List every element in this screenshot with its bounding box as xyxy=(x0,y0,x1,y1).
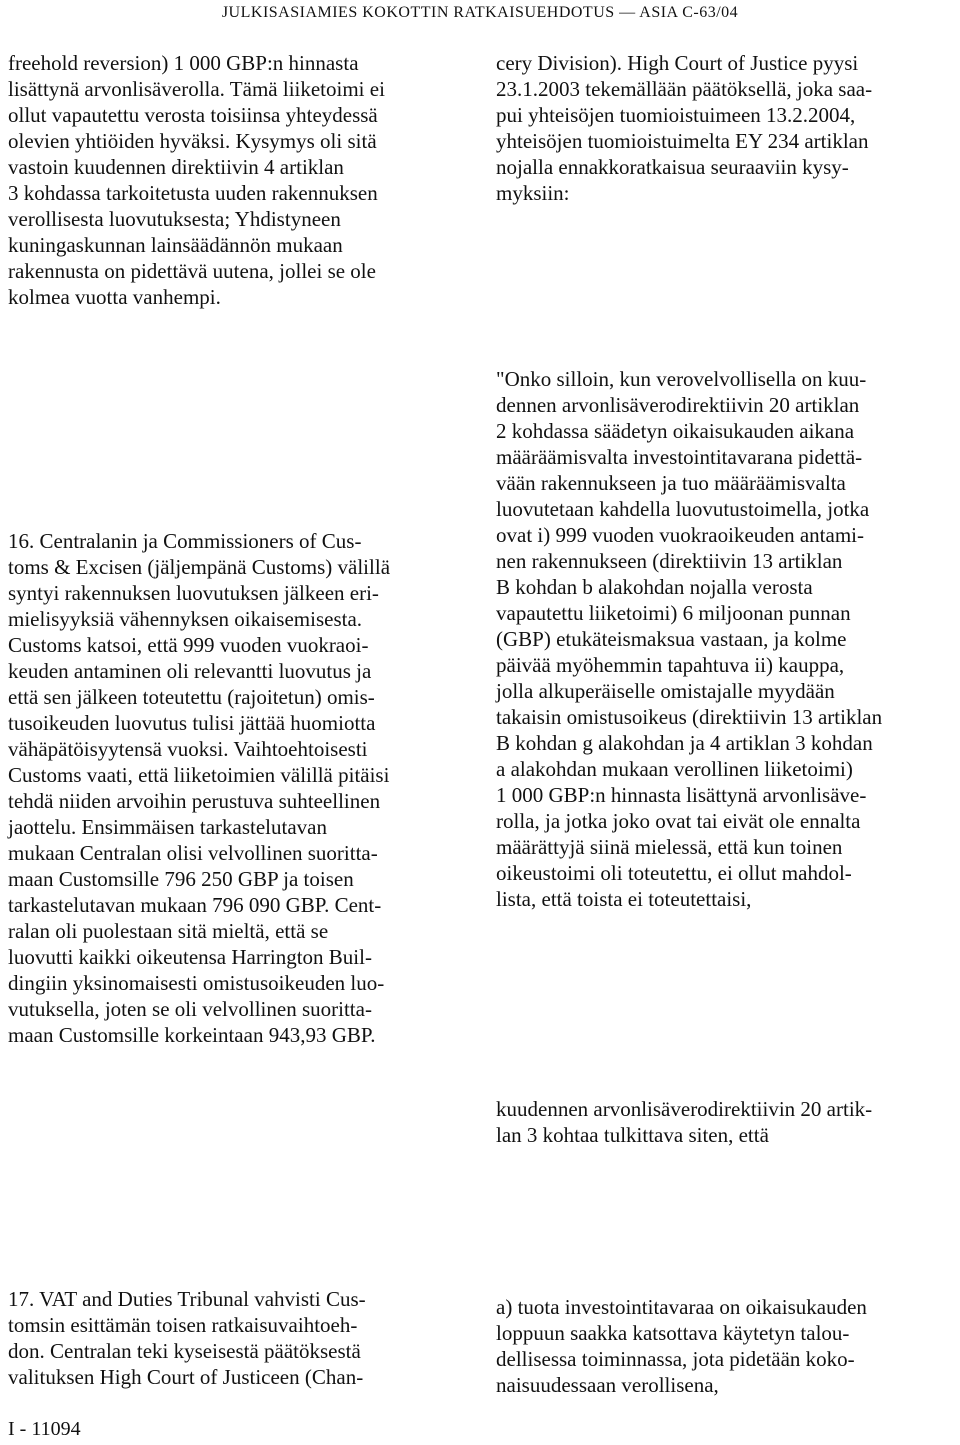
text-line: syntyi rakennuksen luovutuksen jälkeen eri- xyxy=(8,581,379,605)
text-line: cery Division). High Court of Justice pyysi xyxy=(496,51,859,75)
text-line: a alakohdan mukaan verollinen liiketoimi) xyxy=(496,757,853,781)
text-line: tusoikeuden luovutus tulisi jättää huomiotta xyxy=(8,711,376,735)
text-line: freehold reversion) 1 000 GBP:n hinnasta xyxy=(8,51,359,75)
left-paragraph-16 xyxy=(8,528,468,1048)
text-line: "Onko silloin, kun verovelvollisella on kuu- xyxy=(496,367,867,391)
text-line: luovutetaan kahdella luovutustoimella, jotka xyxy=(496,497,870,521)
text-line: 3 kohdassa tarkoitetusta uuden rakennuksen xyxy=(8,181,378,205)
text-line: loppuun saakka katsottava käytetyn talou- xyxy=(496,1321,850,1345)
text-line: rolla, ja jotka joko ovat tai eivät ole ennalta xyxy=(496,809,861,833)
text-line: a) tuota investointitavaraa on oikaisukauden xyxy=(496,1295,867,1319)
text-line: dingiin yksinomaisesti omistusoikeuden luo- xyxy=(8,971,385,995)
running-header: JULKISASIAMIES KOKOTTIN RATKAISUEHDOTUS — ASIA C-63/04 xyxy=(221,4,739,21)
text-line: luovutti kaikki oikeutensa Harrington Buil- xyxy=(8,945,372,969)
text-line: B kohdan b alakohdan nojalla verosta xyxy=(496,575,813,599)
text-line: dellisessa toiminnassa, jota pidetään koko- xyxy=(496,1347,855,1371)
text-line: Customs katsoi, että 999 vuoden vuokraoi- xyxy=(8,633,369,657)
text-line: nojalla ennakkoratkaisua seuraaviin kysy- xyxy=(496,155,849,179)
text-line: jaottelu. Ensimmäisen tarkastelutavan xyxy=(8,815,327,839)
text-line: nen rakennukseen (direktiivin 13 artiklan xyxy=(496,549,843,573)
text-line: 2 kohdassa säädetyn oikaisukauden aikana xyxy=(496,419,855,443)
text-line: lista, että toista ei toteutettaisi, xyxy=(496,887,752,911)
text-line: tarkastelutavan mukaan 796 090 GBP. Cent- xyxy=(8,893,382,917)
right-paragraph-top xyxy=(496,50,956,206)
text-line: kuningaskunnan lainsäädännön mukaan xyxy=(8,233,343,257)
text-line: 23.1.2003 tekemällään päätöksellä, joka saa- xyxy=(496,77,873,101)
text-line: yhteisöjen tuomioistuimelta EY 234 artiklan xyxy=(496,129,869,153)
text-line: naisuudessaan verollisena, xyxy=(496,1373,719,1397)
text-line: oikeustoimi oli toteutettu, ei ollut mahdol- xyxy=(496,861,852,885)
text-line: pui yhteisöjen tuomioistuimeen 13.2.2004, xyxy=(496,103,856,127)
text-line: toms & Excisen (jäljempänä Customs) välillä xyxy=(8,555,391,579)
text-line: verollisesta luovutuksesta; Yhdistyneen xyxy=(8,207,341,231)
text-line: takaisin omistusoikeus (direktiivin 13 artiklan xyxy=(496,705,883,729)
right-quoted-question xyxy=(496,366,956,912)
text-line: keuden antaminen oli relevantti luovutus ja xyxy=(8,659,372,683)
text-line: tomsin esittämän toisen ratkaisuvaihtoeh- xyxy=(8,1313,358,1337)
text-line: B kohdan g alakohdan ja 4 artiklan 3 kohdan xyxy=(496,731,873,755)
text-line: mukaan Centralan olisi velvollinen suoritta- xyxy=(8,841,378,865)
text-line: määrättyjä siinä mielessä, että kun toinen xyxy=(496,835,843,859)
text-line: että sen jälkeen toteutettu (rajoitetun) omis- xyxy=(8,685,375,709)
text-line: lan 3 kohtaa tulkittava siten, että xyxy=(496,1123,769,1147)
text-line: don. Centralan teki kyseisestä päätöksestä xyxy=(8,1339,361,1363)
text-line: tehdä niiden arvoihin perustuva suhteellinen xyxy=(8,789,381,813)
text-line: myksiin: xyxy=(496,181,570,205)
text-line: päivää myöhemmin tapahtuva ii) kauppa, xyxy=(496,653,845,677)
page-number: I - 11094 xyxy=(8,1418,81,1440)
text-line: maan Customsille korkeintaan 943,93 GBP. xyxy=(8,1023,376,1047)
text-line: mielisyyksiä vähennyksen oikaisemisesta. xyxy=(8,607,363,631)
text-line: kuudennen arvonlisäverodirektiivin 20 artik- xyxy=(496,1097,873,1121)
text-line: 1 000 GBP:n hinnasta lisättynä arvonlisäve- xyxy=(496,783,867,807)
text-line: vähäpätöisyytensä vuoksi. Vaihtoehtoisesti xyxy=(8,737,368,761)
text-line: kolmea vuotta vanhempi. xyxy=(8,285,221,309)
text-line: vutuksella, joten se oli velvollinen suoritta- xyxy=(8,997,372,1021)
text-line: vapautettu liiketoimi) 6 miljoonan punnan xyxy=(496,601,851,625)
right-paragraph-mid xyxy=(496,1096,956,1148)
text-line: ovat i) 999 vuoden vuokraoikeuden antami- xyxy=(496,523,864,547)
text-line: (GBP) etukäteismaksua vastaan, ja kolme xyxy=(496,627,847,651)
text-line: 17. VAT and Duties Tribunal vahvisti Cus- xyxy=(8,1287,366,1311)
text-line: lisättynä arvonlisäverolla. Tämä liiketoimi ei xyxy=(8,77,385,101)
text-line: rakennusta on pidettävä uutena, jollei se ole xyxy=(8,259,376,283)
text-line: vastoin kuudennen direktiivin 4 artiklan xyxy=(8,155,344,179)
left-paragraph-17 xyxy=(8,1286,468,1390)
text-line: 16. Centralanin ja Commissioners of Cus- xyxy=(8,529,362,553)
right-paragraph-a xyxy=(496,1294,956,1398)
text-line: määräämisvalta investointitavarana pidettä- xyxy=(496,445,863,469)
text-line: maan Customsille 796 250 GBP ja toisen xyxy=(8,867,354,891)
text-line: dennen arvonlisäverodirektiivin 20 artiklan xyxy=(496,393,860,417)
left-paragraph-top xyxy=(8,50,468,310)
text-line: Customs vaati, että liiketoimien välillä pitäisi xyxy=(8,763,390,787)
text-line: valituksen High Court of Justiceen (Chan- xyxy=(8,1365,364,1389)
text-line: jolla alkuperäiselle omistajalle myydään xyxy=(496,679,835,703)
text-line: ollut vapautettu verosta toisiinsa yhteydessä xyxy=(8,103,378,127)
text-line: vään rakennukseen ja tuo määräämisvalta xyxy=(496,471,846,495)
text-line: ralan oli puolestaan sitä mieltä, että se xyxy=(8,919,329,943)
text-line: olevien yhtiöiden hyväksi. Kysymys oli sitä xyxy=(8,129,377,153)
